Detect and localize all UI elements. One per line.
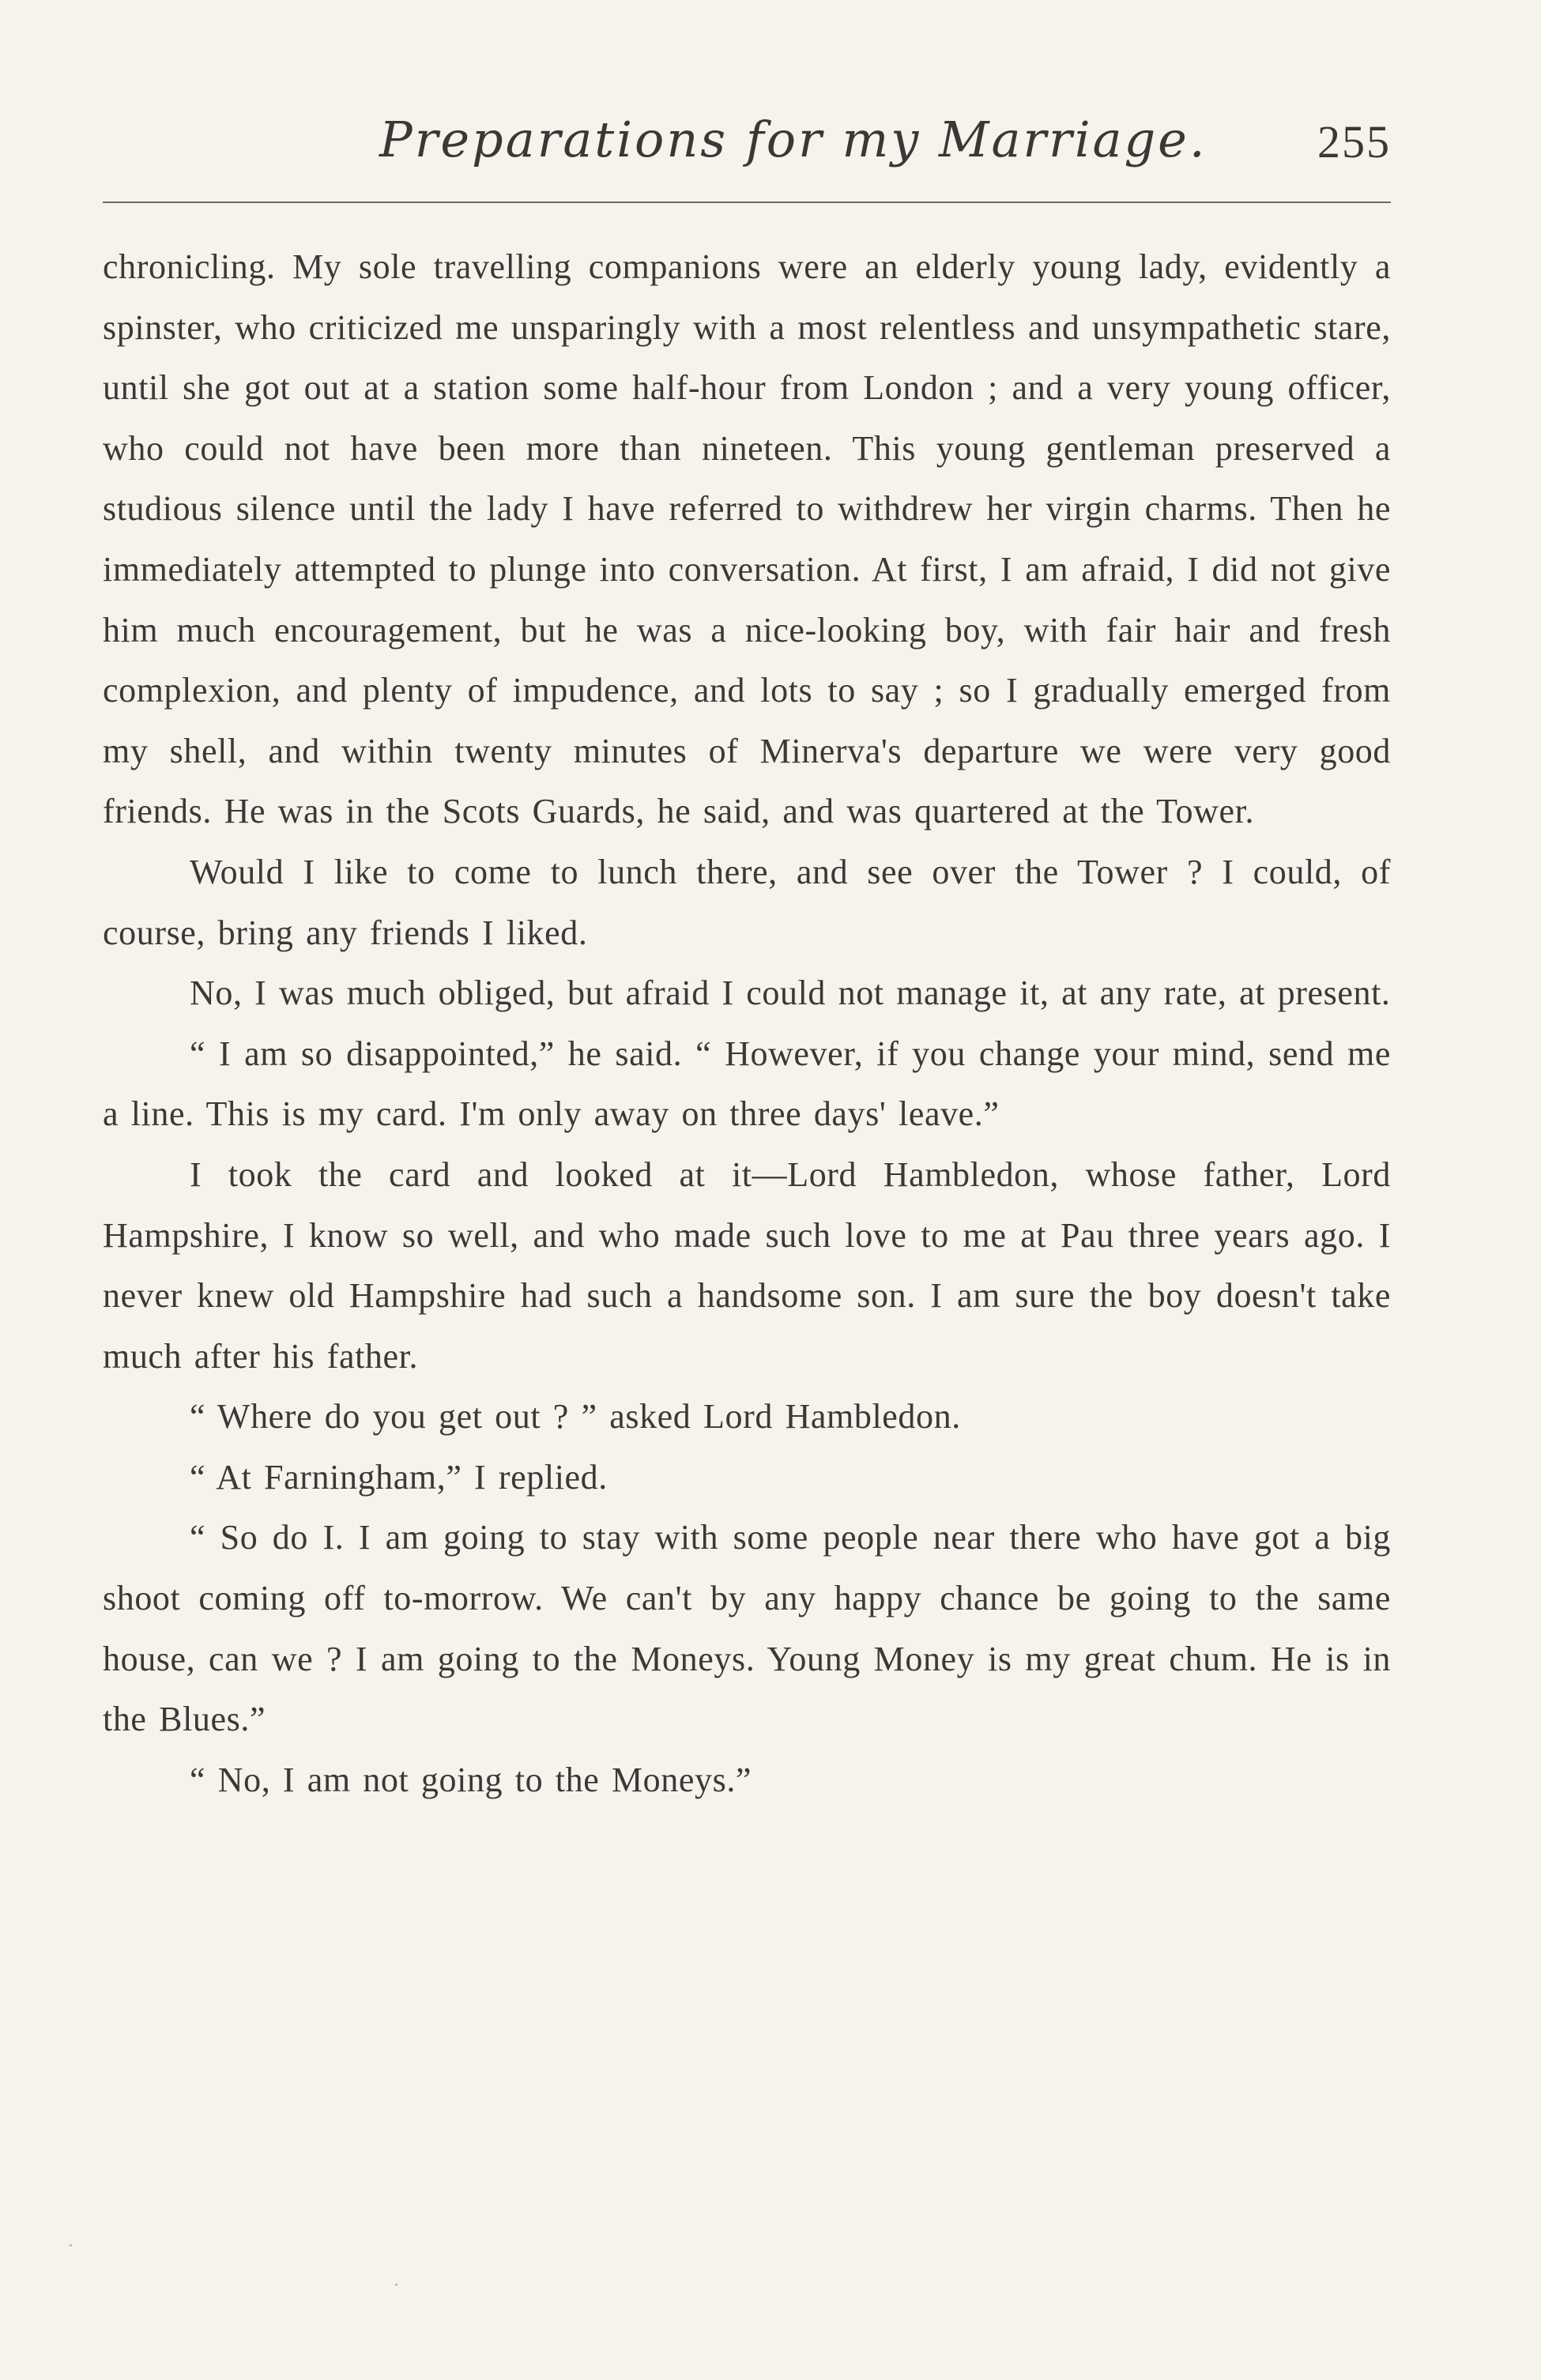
paragraph: No, I was much obliged, but afraid I could not manage it, at any rate, at present. bbox=[190, 973, 1391, 1013]
paragraph: “ No, I am not going to the Moneys.” bbox=[190, 1760, 752, 1799]
paper-speck bbox=[70, 2244, 72, 2246]
chapter-running-title: Preparations for my Marriage. bbox=[379, 111, 1208, 168]
paragraph: “ So do I. I am going to stay with some people near there who have got a big shoot coming off to-morrow. We can't by any happy chance be going to the same house, can we ? I am going to the Moneys. Young Money is my great chum. He is in the Blues.” bbox=[103, 1518, 1391, 1739]
paragraph: chronicling. My sole travelling companions were an elderly young lady, evidently a spinster, who criticized me unsparingly with a most relentless and unsympathetic stare, until she got out at a station some half-hour from London ; and a very young officer, who could not have been more than nineteen. This young gentleman preserved a studious silence until the lady I have referred to withdrew her virgin charms. Then he immediately attempted to plunge into conversation. At first, I am afraid, I did not give him much encouragement, but he was a nice-looking boy, with fair hair and fresh complexion, and plenty of impudence, and lots to say ; so I gradually emerged from my shell, and within twenty minutes of Minerva's departure we were very good friends. He was in the Scots Guards, he said, and was quartered at the Tower. bbox=[103, 247, 1391, 831]
paragraph: Would I like to come to lunch there, and see over the Tower ? I could, of course, bring any friends I liked. bbox=[103, 852, 1391, 952]
body-text bbox=[103, 237, 1391, 1810]
page-number: 255 bbox=[1317, 116, 1391, 168]
paragraph: “ At Farningham,” I replied. bbox=[190, 1457, 608, 1497]
paper-speck bbox=[395, 2284, 397, 2286]
paragraph: I took the card and looked at it—Lord Hambledon, whose father, Lord Hampshire, I know so well, and who made such love to me at Pau three years ago. I never knew old Hampshire had such a handsome son. I am sure the boy doesn't take much after his father. bbox=[103, 1154, 1391, 1376]
running-head bbox=[103, 111, 1391, 198]
paragraph: “ Where do you get out ? ” asked Lord Hambledon. bbox=[190, 1397, 961, 1437]
paragraph: “ I am so disappointed,” he said. “ However, if you change your mind, send me a line. This is my card. I'm only away on three days' leave.” bbox=[103, 1034, 1391, 1134]
header-rule bbox=[103, 201, 1391, 203]
